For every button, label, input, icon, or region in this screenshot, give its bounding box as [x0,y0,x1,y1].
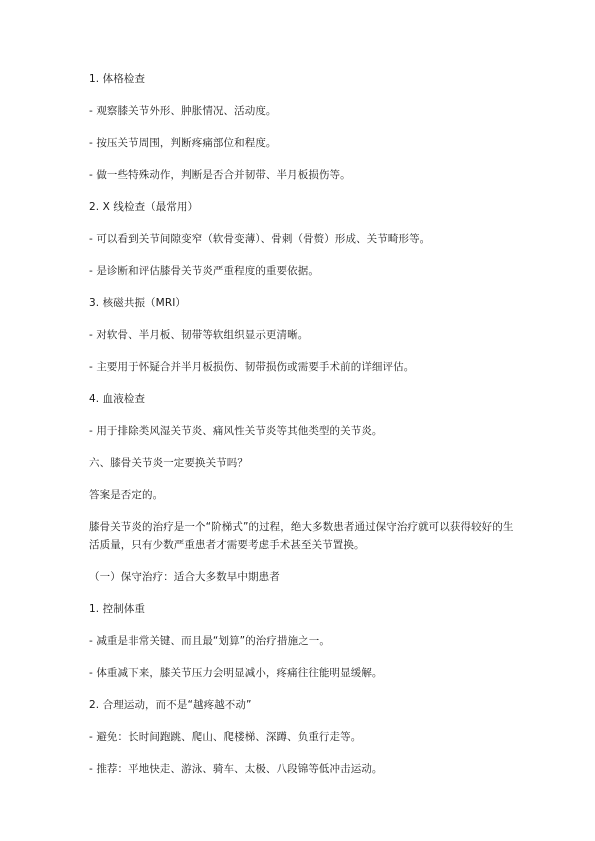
list-item: - 可以看到关节间隙变窄（软骨变薄）、骨刺（骨赘）形成、关节畸形等。 [89,233,431,245]
paragraph-line: 膝骨关节炎的治疗是一个“阶梯式”的过程，绝大多数患者通过保守治疗就可以获得较好的生 [89,521,514,533]
list-item: - 观察膝关节外形、肿胀情况、活动度。 [89,105,277,117]
list-item: - 是诊断和评估膝骨关节炎严重程度的重要依据。 [89,265,319,277]
section-heading-physical-exam: 1. 体格检查 [89,73,146,85]
paragraph: 答案是否定的。 [89,489,164,501]
list-item: - 对软骨、半月板、韧带等软组织显示更清晰。 [89,329,309,341]
section-heading-blood-test: 4. 血液检查 [89,393,146,405]
section-heading-mri: 3. 核磁共振（MRI） [89,297,187,309]
list-item: - 做一些特殊动作，判断是否合并韧带、半月板损伤等。 [89,169,351,181]
subsection-heading-conservative: （一）保守治疗：适合大多数早中期患者 [89,571,280,583]
list-item: - 主要用于怀疑合并半月板损伤、韧带损伤或需要手术前的详细评估。 [89,361,415,373]
list-item: - 用于排除类风湿关节炎、痛风性关节炎等其他类型的关节炎。 [89,425,383,437]
chapter-heading: 六、膝骨关节炎一定要换关节吗？ [89,457,248,469]
paragraph-line: 活质量，只有少数严重患者才需要考虑手术甚至关节置换。 [89,539,365,551]
section-heading-xray: 2. X 线检查（最常用） [89,201,199,213]
section-heading-weight: 1. 控制体重 [89,603,146,615]
list-item: - 减重是非常关键、而且最“划算”的治疗措施之一。 [89,635,331,647]
list-item: - 体重减下来，膝关节压力会明显减小，疼痛往往能明显缓解。 [89,667,383,679]
list-item: - 避免：长时间跑跳、爬山、爬楼梯、深蹲、负重行走等。 [89,731,362,743]
list-item: - 按压关节周围，判断疼痛部位和程度。 [89,137,277,149]
section-heading-exercise: 2. 合理运动，而不是“越疼越不动” [89,699,252,711]
list-item: - 推荐：平地快走、游泳、骑车、太极、八段锦等低冲击运动。 [89,763,383,775]
